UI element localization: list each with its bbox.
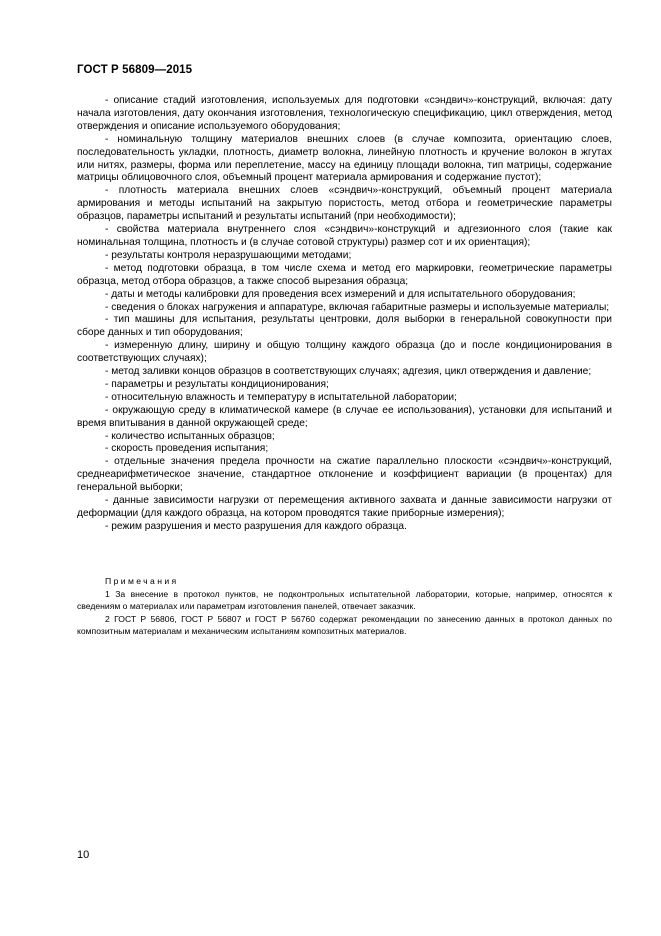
list-item: - сведения о блоках нагружения и аппаратуре, включая габаритные размеры и используемые материалы; xyxy=(105,301,610,313)
list-item: - результаты контроля неразрушающими методами; xyxy=(105,249,352,261)
list-item: - метод заливки концов образцов в соответствующих случаях; адгезия, цикл отверждения и давление; xyxy=(105,366,592,378)
list-item: - метод подготовки образца, в том числе схема и метод его маркировки, геометрические параметры образца, метод отбора образцов, а также способ вырезания образца; xyxy=(77,262,612,287)
list-item: - скорость проведения испытания; xyxy=(105,443,269,455)
list-item: - номинальную толщину материалов внешних слоев (в случае композита, ориентацию слоев, последовательность укладки, плотность, диаметр волокна, линейную плотность и кручение волокон в жгутах или нитях, размеры, форма или переплетение, массу на единицу площади волокна, тип матрицы, содержание матрицы облицовочного слоя, объемный процент материала армирования и содержание пустот); xyxy=(77,133,612,184)
list-item: - количество испытанных образцов; xyxy=(105,430,275,442)
document-body xyxy=(77,95,612,534)
document-header: ГОСТ Р 56809—2015 xyxy=(77,64,193,76)
list-item: - тип машины для испытания, результаты центровки, доля выборки в генеральной совокупности при сборе данных и тип оборудования; xyxy=(77,314,612,339)
notes-section xyxy=(77,575,612,638)
notes-title: Примечания xyxy=(105,576,179,586)
list-item: - режим разрушения и место разрушения для каждого образца. xyxy=(105,520,407,532)
note-item: 2 ГОСТ Р 56806, ГОСТ Р 56807 и ГОСТ Р 56760 содержат рекомендации по занесению данных в протокол данных по композитным материалам и механическим испытаниям композитных материалов. xyxy=(77,613,612,637)
list-item: - окружающую среду в климатической камере (в случае ее использования), установки для испытаний и время впитывания в данной окружающей среде; xyxy=(77,404,612,429)
list-item: - относительную влажность и температуру в испытательной лаборатории; xyxy=(105,391,457,403)
list-item: - свойства материала внутреннего слоя «сэндвич»-конструкций и адгезионного слоя (такие как номинальная толщина, плотность и (в случае сотовой структуры) размер сот и их ориентация); xyxy=(77,224,612,248)
list-item: - параметры и результаты кондиционирования; xyxy=(105,378,329,390)
list-item: - плотность материала внешних слоев «сэндвич»-конструкций, объемный процент материала армирования и методы испытаний на закрытую пористость, метод отбора и геометрические параметры образцов, параметры испытаний и результаты испытаний (при необходимости); xyxy=(77,185,612,223)
note-item: 1 За внесение в протокол пунктов, не подконтрольных испытательной лаборатории, которые, например, относятся к сведениям о материалах или параметрам изготовления панелей, отвечает заказчик. xyxy=(77,588,612,612)
list-item: - отдельные значения предела прочности на сжатие параллельно плоскости «сэндвич»-конструкций, среднеарифметическое значение, стандартное отклонение и коэффициент вариации (в процентах) для генеральной выборки; xyxy=(77,456,612,494)
list-item: - данные зависимости нагрузки от перемещения активного захвата и данные зависимости нагрузки от деформации (для каждого образца, на котором проводятся такие приборные измерения); xyxy=(77,495,612,519)
page-number: 10 xyxy=(77,849,90,861)
list-item: - измеренную длину, ширину и общую толщину каждого образца (до и после кондиционирования в соответствующих случаях); xyxy=(77,340,612,365)
list-item: - описание стадий изготовления, используемых для подготовки «сэндвич»-конструкций, включая: дату начала изготовления, дату окончания изготовления, технологическую спецификацию, цикл отверждения, метод отверждения и описание используемого оборудования; xyxy=(77,95,612,132)
list-item: - даты и методы калибровки для проведения всех измерений и для испытательного оборудования; xyxy=(105,288,576,300)
